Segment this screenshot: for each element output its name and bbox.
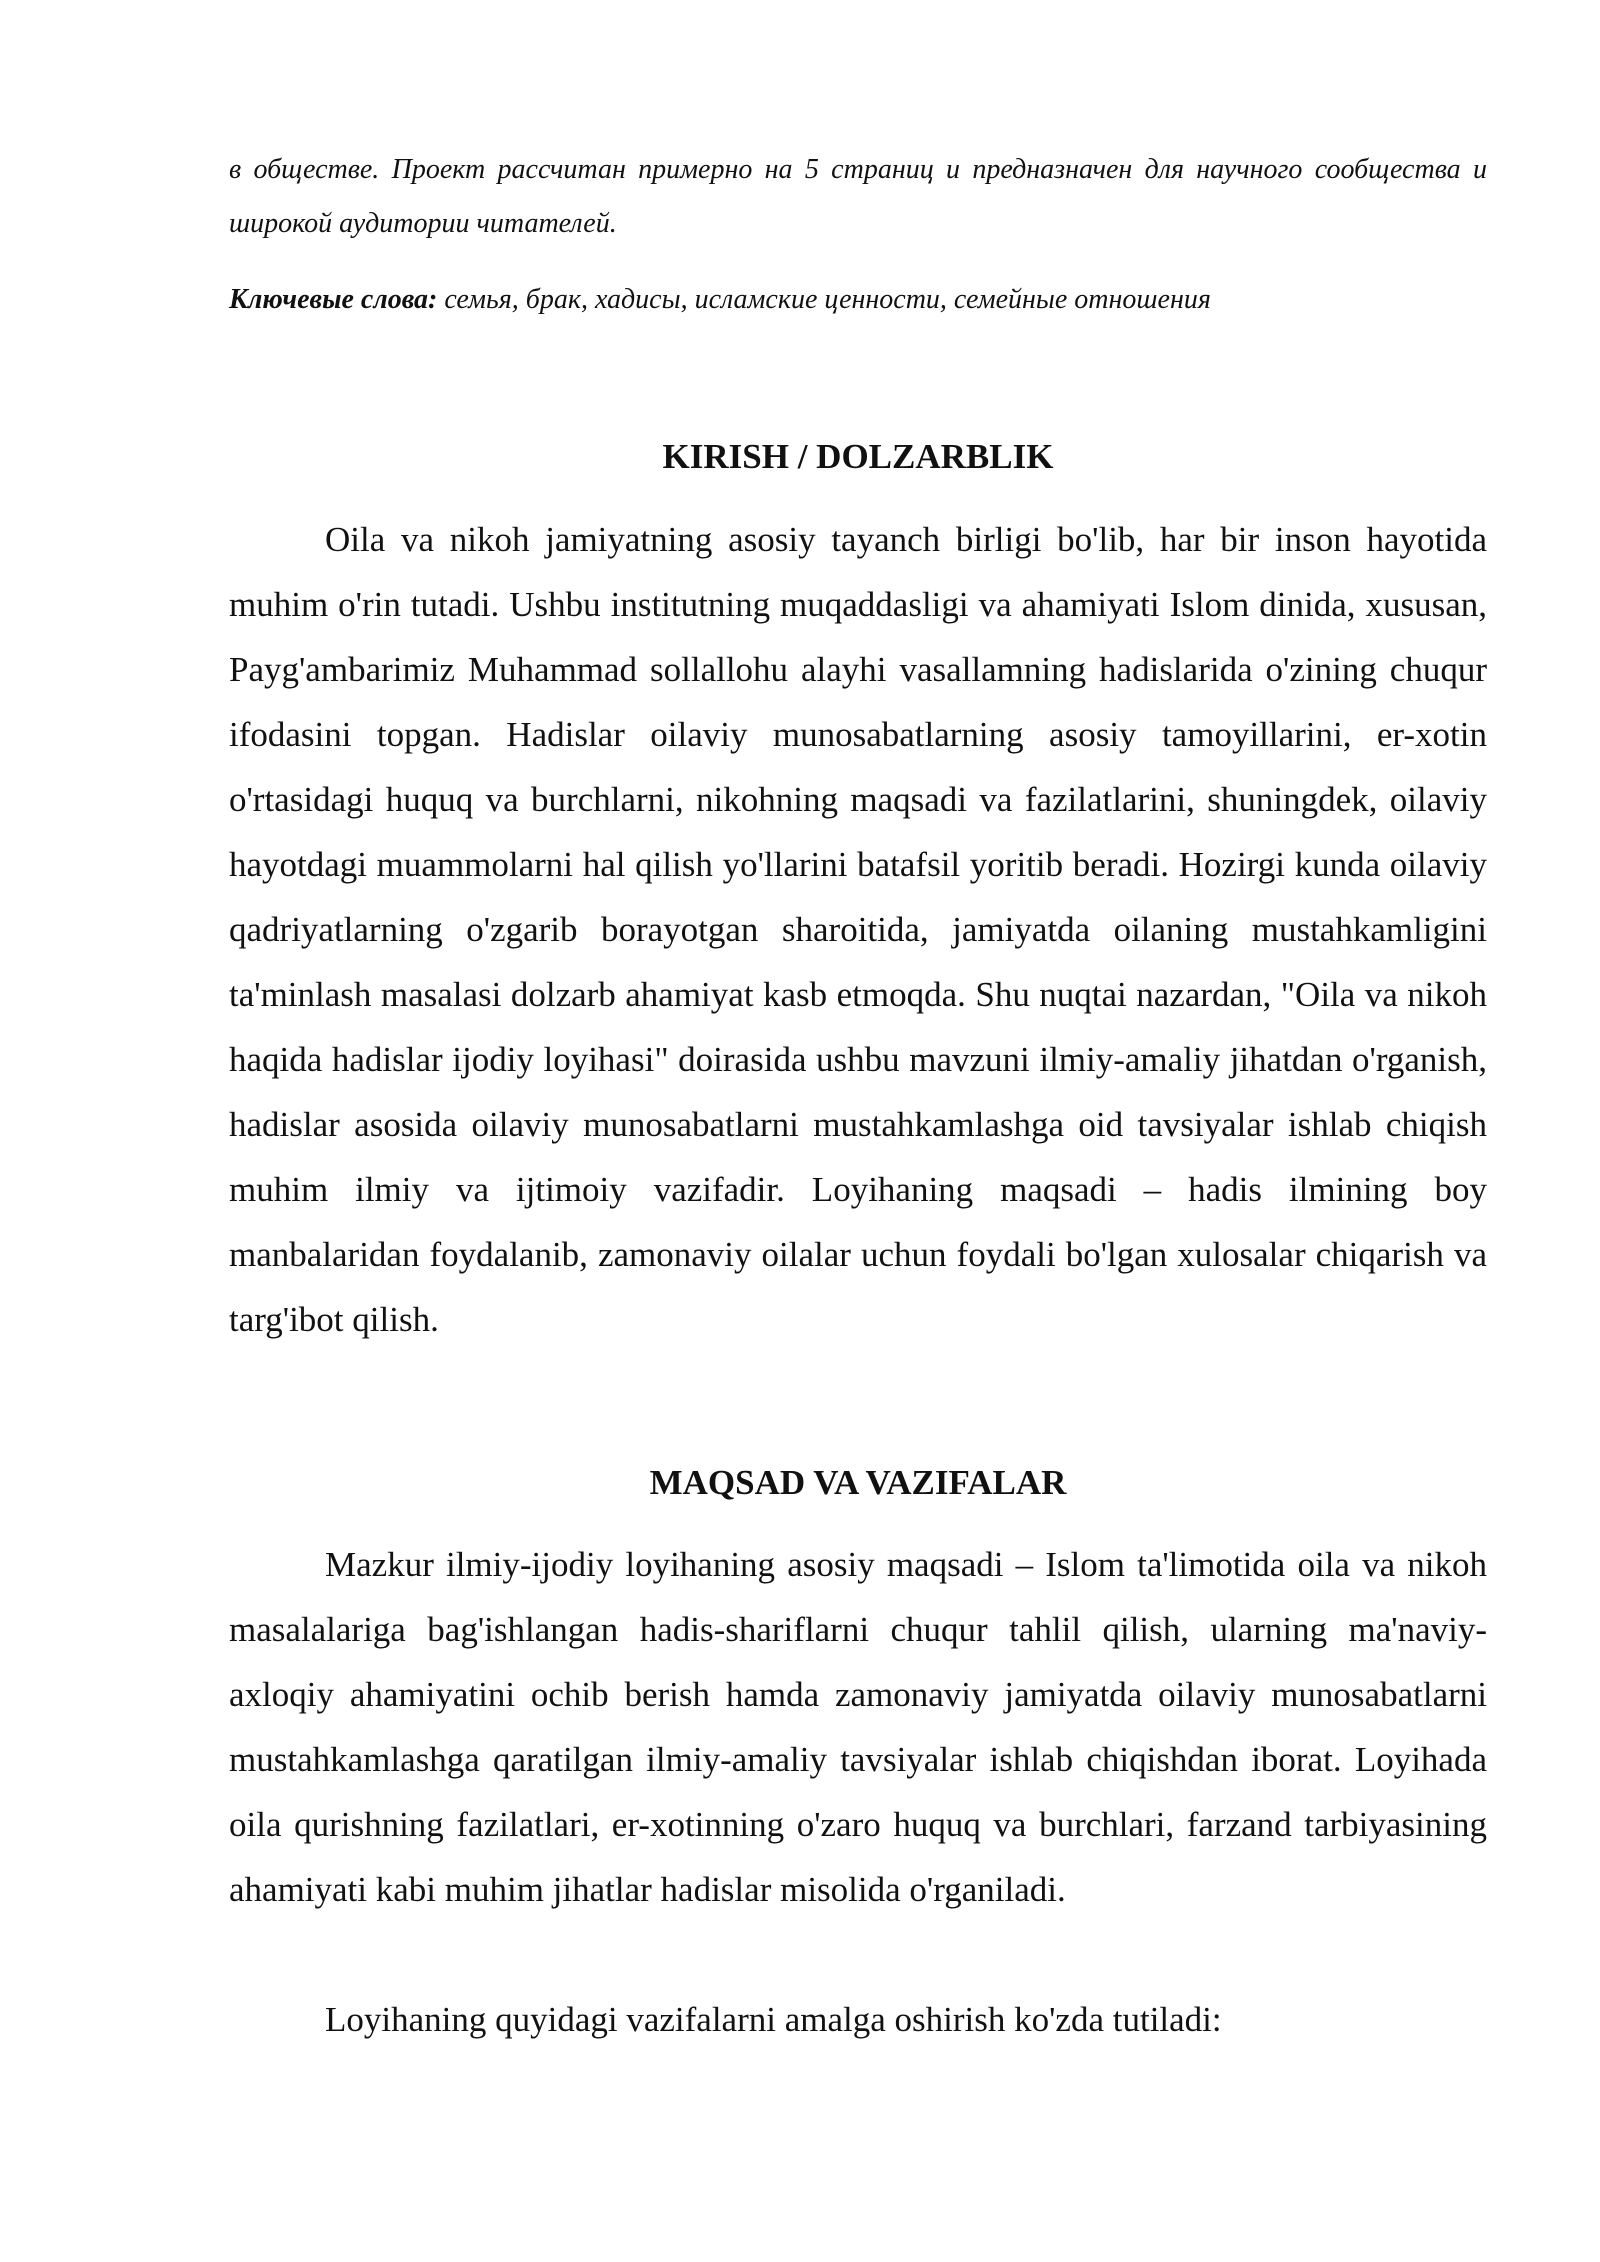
introduction-paragraph: Oila va nikoh jamiyatning asosiy tayanch birligi bo'lib, har bir inson hayotida muhim o'rin tutadi. Ushbu institutning muqaddasligi va ahamiyati Islom dinida, xususan, Payg'ambarimiz Muhammad sollallohu alayhi vasallamning hadislarida o'zining chuqur ifodasini topgan. Hadislar oilaviy munosabatlarning asosiy tamoyillarini, er-xotin o'rtasidagi huquq va burchlarni, nikohning maqsadi va fazilatlarini, shuningdek, oilaviy hayotdagi muammolarni hal qilish yo'llarini batafsil yoritib beradi. Hozirgi kunda oilaviy qadriyatlarning o'zgarib borayotgan sharoitida, jamiyatda oilaning mustahkamligini ta'minlash masalasi dolzarb ahamiyat kasb etmoqda. Shu nuqtai nazardan, "Oila va nikoh haqida hadislar ijodiy loyihasi" doirasida ushbu mavzuni ilmiy-amaliy jihatdan o'rganish, hadislar asosida oilaviy munosabatlarni mustahkamlashga oid tavsiyalar ishlab chiqish muhim ilmiy va ijtimoiy vazifadir. Loyihaning maqsadi – hadis ilmining boy manbalaridan foydalanib, zamonaviy oilalar uchun foydali bo'lgan xulosalar chiqarish va targ'ibot qilish. <box>229 520 1487 1339</box>
tasks-intro-paragraph: Loyihaning quyidagi vazifalarni amalga oshirish ko'zda tutiladi: <box>325 2000 1222 2039</box>
keywords-line <box>229 273 1487 327</box>
section-heading-goals: MAQSAD VA VAZIFALAR <box>649 1463 1067 1502</box>
abstract-text: в обществе. Проект рассчитан примерно на 5 страниц и предназначен для научного сообщества и широкой аудитории читателей. <box>229 154 1487 239</box>
keywords-text: семья, брак, хадисы, исламские ценности, семейные отношения <box>437 284 1211 315</box>
goals-paragraph: Mazkur ilmiy-ijodiy loyihaning asosiy maqsadi – Islom ta'limotida oila va nikoh masalalariga bag'ishlangan hadis-shariflarni chuqur tahlil qilish, ularning ma'naviy-axloqiy ahamiyatini ochib berish hamda zamonaviy jamiyatda oilaviy munosabatlarni mustahkamlashga qaratilgan ilmiy-amaliy tavsiyalar ishlab chiqishdan iborat. Loyihada oila qurishning fazilatlari, er-xotinning o'zaro huquq va burchlari, farzand tarbiyasining ahamiyati kabi muhim jihatlar hadislar misolida o'rganiladi. <box>229 1545 1487 1909</box>
keywords-label: Ключевые слова: <box>229 284 438 315</box>
section-heading-introduction: KIRISH / DOLZARBLIK <box>662 437 1054 476</box>
